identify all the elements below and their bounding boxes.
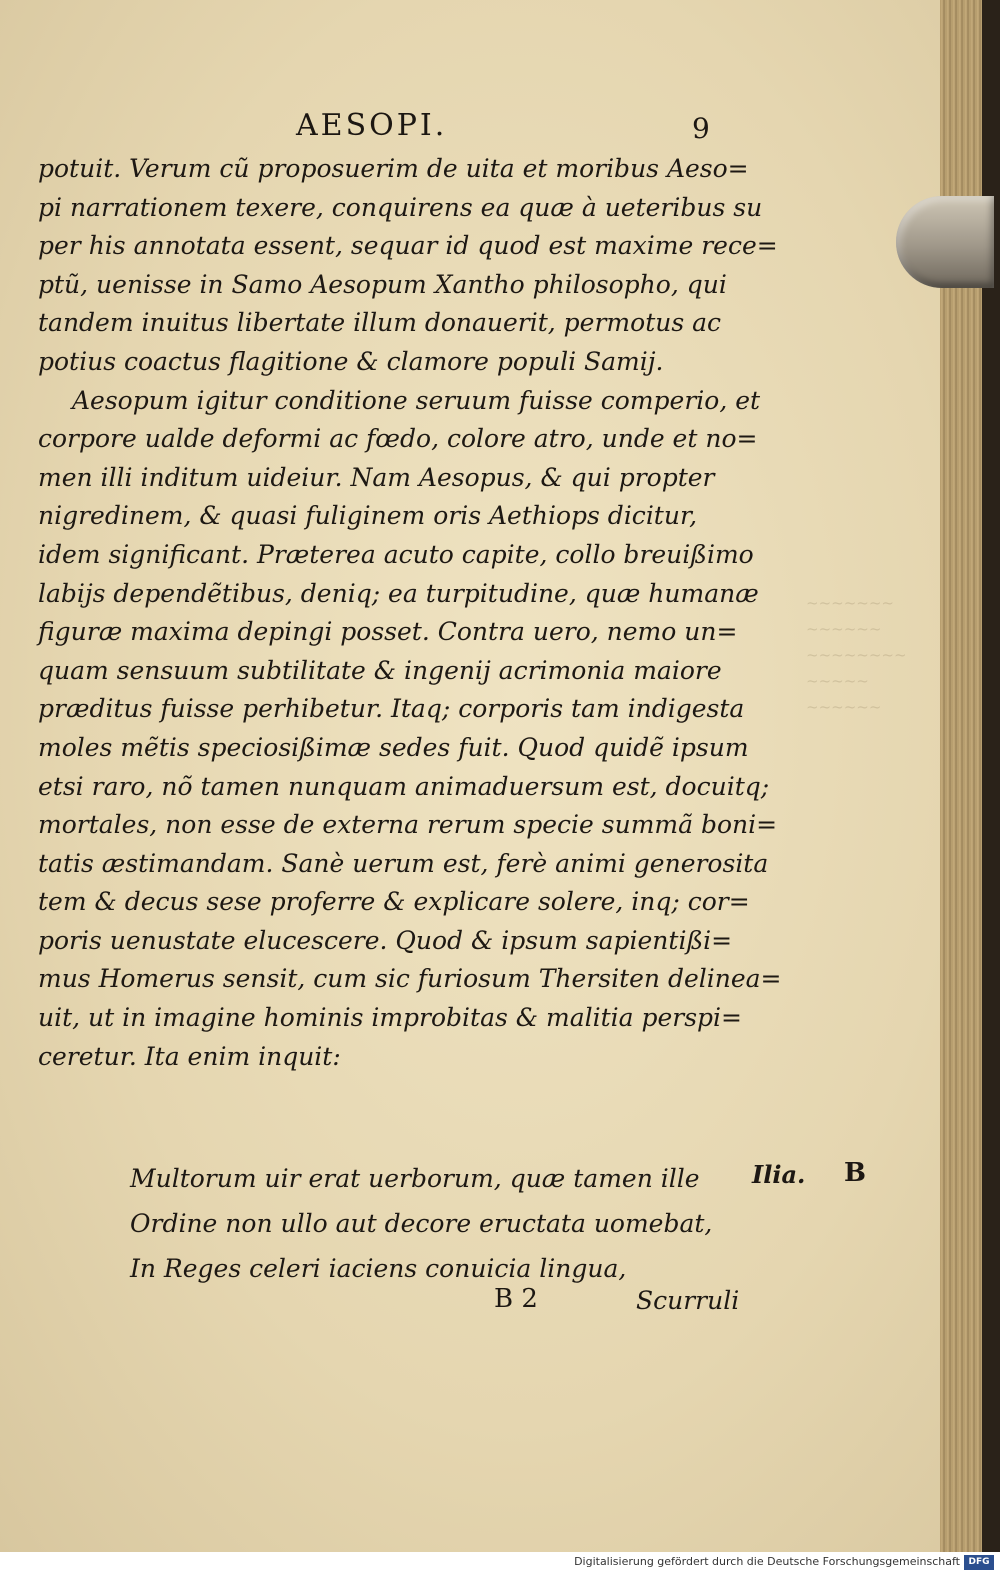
- catchword: Scurruli: [636, 1286, 740, 1315]
- page-clip: [896, 196, 994, 288]
- marginal-reference: Ilia.: [752, 1160, 806, 1189]
- page-number: 9: [692, 112, 710, 145]
- text-line: uit, ut in imagine hominis improbitas & malitia perspi=: [38, 1003, 743, 1033]
- text-line: etsi raro, nõ tamen nunquam animaduersum est, docuitq;: [38, 771, 770, 801]
- text-line: moles mẽtis speciosißimæ sedes fuit. Quod quidẽ ipsum: [38, 732, 749, 762]
- show-through-text: ~~~~~~~ ~~~~~~ ~~~~~~~~ ~~~~~ ~~~~~~: [806, 594, 907, 716]
- running-head: AESOPI.: [296, 108, 448, 143]
- text-line: potuit. Verum cũ proposuerim de uita et moribus Aeso=: [38, 154, 749, 183]
- text-line: potius coactus flagitione & clamore populi Samij.: [38, 346, 664, 376]
- verse-quotation: [130, 1156, 750, 1291]
- text-line: labijs dependẽtibus, deniq; ea turpitudine, quæ humanæ: [38, 578, 759, 608]
- body-text: [38, 150, 782, 1076]
- text-line: Aesopum igitur conditione seruum fuisse comperio, et: [72, 385, 761, 415]
- text-line: idem significant. Præterea acuto capite, collo breuißimo: [38, 539, 754, 569]
- text-line: tatis æstimandam. Sanè uerum est, ferè animi generosita: [38, 848, 769, 878]
- text-line: figuræ maxima depingi posset. Contra uero, nemo un=: [38, 617, 738, 647]
- text-line: mortales, non esse de externa rerum specie summã boni=: [38, 810, 778, 840]
- verse-line: In Reges celeri iaciens conuicia lingua,: [130, 1254, 627, 1283]
- dfg-logo-icon: DFG: [964, 1555, 994, 1570]
- text-line: tem & decus sese proferre & explicare solere, inq; cor=: [38, 887, 750, 917]
- digitization-footer: [0, 1552, 1000, 1574]
- signature-mark: B 2: [494, 1284, 538, 1314]
- text-line: ptũ, uenisse in Samo Aesopum Xantho philosopho, qui: [38, 269, 727, 299]
- text-line: præditus fuisse perhibetur. Itaq; corporis tam indigesta: [38, 694, 745, 724]
- text-line: men illi inditum uideiur. Nam Aesopus, & qui propter: [38, 462, 715, 492]
- text-line: quam sensuum subtilitate & ingenij acrimonia maiore: [38, 655, 722, 685]
- text-line: nigredinem, & quasi fuliginem oris Aethiops dicitur,: [38, 501, 698, 531]
- footer-credit: Digitalisierung gefördert durch die Deutsche Forschungsgemeinschaft: [574, 1555, 960, 1568]
- text-line: tandem inuitus libertate illum donauerit, permotus ac: [38, 308, 722, 338]
- text-line: per his annotata essent, sequar id quod est maxime rece=: [38, 231, 778, 261]
- text-line: pi narrationem texere, conquirens ea quæ à ueteribus su: [38, 192, 763, 222]
- text-line: mus Homerus sensit, cum sic furiosum Thersiten delinea=: [38, 964, 782, 994]
- text-line: corpore ualde deformi ac fœdo, colore atro, unde et no=: [38, 424, 758, 454]
- verse-line: Ordine non ullo aut decore eructata uomebat,: [130, 1209, 713, 1238]
- text-line: poris uenustate elucescere. Quod & ipsum sapientißi=: [38, 925, 733, 955]
- marginal-book-number: B: [844, 1158, 866, 1188]
- verse-line: Multorum uir erat uerborum, quæ tamen ille: [130, 1164, 700, 1193]
- text-line: ceretur. Ita enim inquit:: [38, 1041, 341, 1071]
